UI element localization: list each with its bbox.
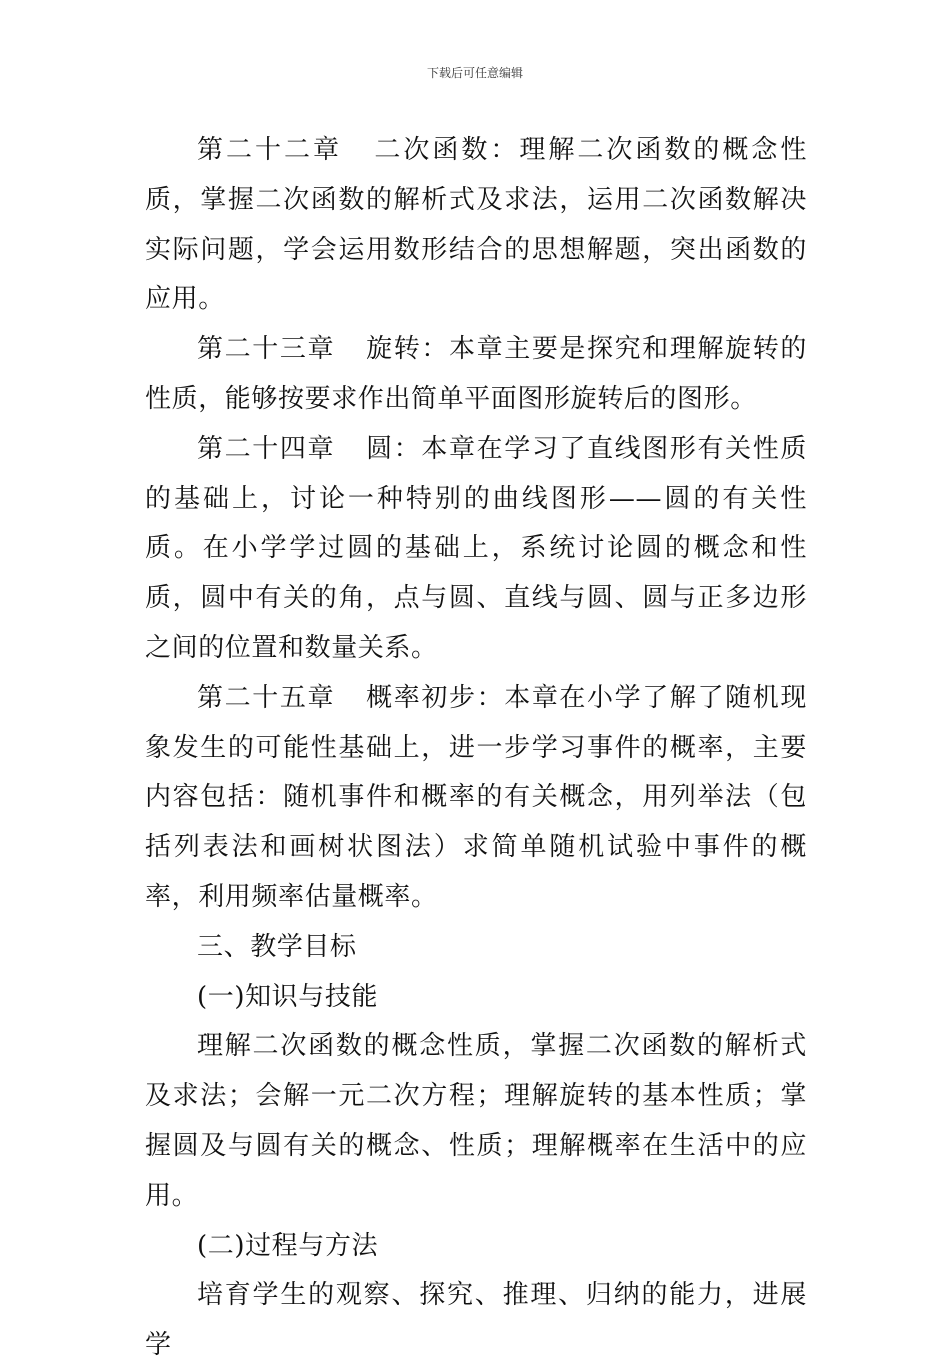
chapter-label: 第二十三章 — [197, 334, 336, 365]
chapter-label: 第二十四章 — [197, 433, 336, 464]
subsection-heading-knowledge-skills: (一)知识与技能 — [197, 981, 379, 1012]
paragraph-chapter-23 — [145, 325, 807, 425]
subsection-heading-process-methods: (二)过程与方法 — [197, 1230, 379, 1261]
paragraph-content: 圆：本章在学习了直线图形有关性质的基础上，讨论一种特别的曲线图形——圆的有关性质。在小学学过圆的基础上，系统讨论圆的概念和性质，圆中有关的角，点与圆、直线与圆、圆与正多边形之间的位置和数量关系。 — [145, 433, 807, 663]
paragraph-knowledge-skills: 理解二次函数的概念性质，掌握二次函数的解析式及求法；会解一元二次方程；理解旋转的基本性质；掌握圆及与圆有关的概念、性质；理解概率在生活中的应用。 — [145, 1031, 807, 1211]
chapter-label: 第二十二章 — [197, 135, 342, 165]
paragraph-content: 概率初步：本章在小学了解了随机现象发生的可能性基础上，进一步学习事件的概率，主要内容包括：随机事件和概率的有关概念，用列举法（包括列表法和画树状图法）求简单随机试验中事件的概率，利用频率估量概率。 — [145, 682, 807, 912]
paragraph-content: 旋转：本章主要是探究和理解旋转的性质，能够按要求作出简单平面图形旋转后的图形。 — [145, 334, 807, 414]
paragraph-chapter-24 — [145, 425, 807, 674]
section-heading-teaching-goals: 三、教学目标 — [197, 931, 357, 962]
paragraph-chapter-22 — [145, 126, 807, 325]
paragraph-process-methods: 培育学生的观察、探究、推理、归纳的能力，进展学 — [145, 1280, 807, 1361]
page-header: 下载后可任意编辑 — [426, 66, 523, 80]
paragraph-content: 二次函数：理解二次函数的概念性质，掌握二次函数的解析式及求法，运用二次函数解决实际问题，学会运用数形结合的思想解题，突出函数的应用。 — [145, 135, 807, 315]
paragraph-chapter-25 — [145, 674, 807, 923]
document-body — [145, 126, 807, 1371]
chapter-label: 第二十五章 — [197, 682, 336, 713]
